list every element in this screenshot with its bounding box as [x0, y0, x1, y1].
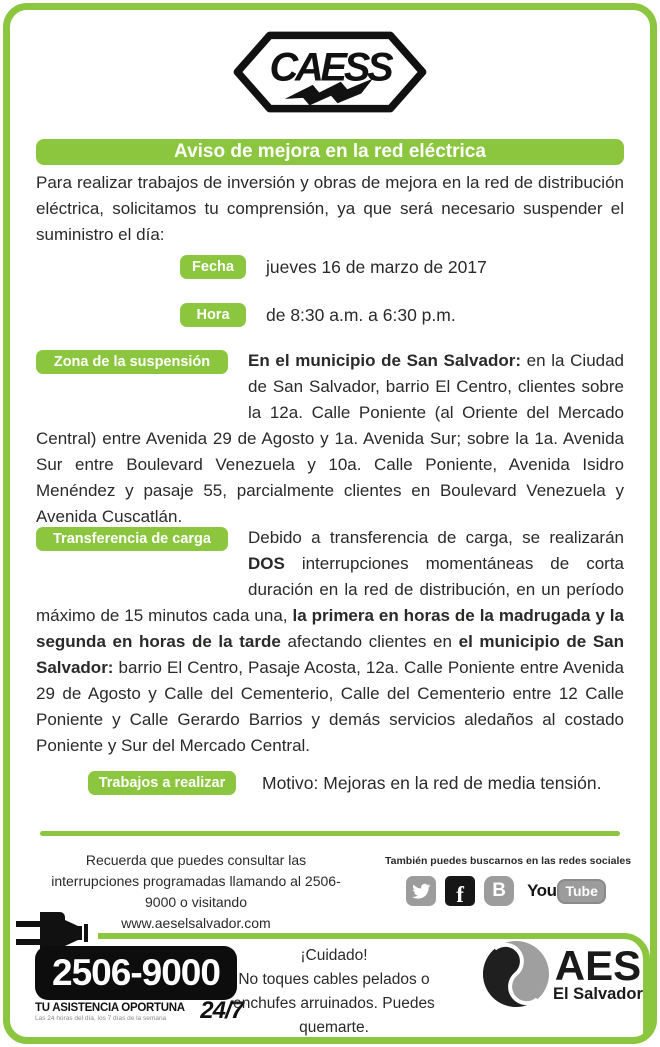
facebook-glyph: f [456, 882, 464, 906]
fecha-row [180, 255, 487, 279]
social-icons-row [385, 876, 627, 906]
trabajos-label: Trabajos a realizar [88, 771, 236, 795]
zona-text: en la Ciudad de San Salvador, barrio El Centro, clientes sobre la 12a. Calle Poniente (al Oriente del Mercado Central) entre Avenida 29 de Agosto y 1a. Avenida Sur; sobre la 1a. Avenida Sur entre Boulevard Venezuela y 10a. Calle Poniente, Avenida Isidro Menéndez y pasaje 55, parcialmente clientes en Boulevard Venezuela y Avenida Cuscatlán. [36, 351, 625, 526]
transferencia-bold-municipio: el municipio de San Salvador: [36, 632, 624, 677]
youtube-tube-text: Tube [557, 879, 605, 904]
transferencia-seg5: afectando clientes en [280, 632, 459, 651]
caess-badge-icon [233, 30, 427, 114]
fecha-label: Fecha [180, 255, 246, 279]
youtube-icon [527, 879, 606, 904]
caution-notice [225, 944, 443, 1040]
caess-logo-text: CAESS [269, 45, 391, 90]
phone-tagline: TU ASISTENCIA OPORTUNA [35, 1002, 185, 1014]
caution-text: No toques cables pelados o enchufes arruinados. Puedes quemarte. [233, 971, 435, 1036]
transferencia-seg7: barrio El Centro, Pasaje Acosta, 12a. Calle Poniente entre Avenida 29 de Agosto y Calle del Cementerio, Calle del Cementerio entre 12 Calle Poniente y Calle Gerardo Barrios y demás servicios aledaños al costado Poniente y Sur del Mercado Central. [36, 658, 624, 755]
notice-title-bar [36, 139, 624, 165]
hora-label: Hora [180, 303, 246, 327]
aes-region: El Salvador [553, 984, 643, 1003]
youtube-you-text: You [527, 881, 557, 900]
aes-logo [480, 938, 643, 1010]
aes-name: AES [554, 941, 642, 989]
website-url: www.aeselsalvador.com [121, 915, 271, 931]
transferencia-label-wrap [36, 525, 248, 581]
trabajos-row [88, 771, 601, 795]
trabajos-value: Motivo: Mejoras en la red de media tensión. [262, 772, 602, 793]
hora-value: de 8:30 a.m. a 6:30 p.m. [266, 304, 456, 325]
transferencia-seg3: interrupciones momentáneas de corta duración en la red de distribución, en un período máximo de 15 minutos cada una, [36, 554, 624, 625]
phone-badge [35, 946, 237, 1000]
green-separator-line [40, 831, 620, 836]
transferencia-seg1: Debido a transferencia de carga, se realizarán [248, 528, 624, 547]
transferencia-section [36, 525, 624, 759]
fecha-value: jueves 16 de marzo de 2017 [266, 256, 487, 277]
blogger-icon [484, 876, 514, 906]
blogger-glyph: B [492, 880, 506, 901]
phone-number: 2506-9000 [52, 952, 220, 993]
facebook-icon [445, 876, 475, 906]
phone-hours: Las 24 horas del día, los 7 días de la semana [35, 1015, 167, 1022]
phone-tagline-row [35, 997, 243, 1025]
twitter-icon [406, 876, 436, 906]
transferencia-bold-dos: DOS [248, 554, 285, 573]
social-title: También puedes buscarnos en las redes sociales [385, 855, 632, 867]
social-media-block [385, 855, 632, 906]
intro-paragraph: Para realizar trabajos de inversión y obras de mejora en la red de distribución eléctrica, solicitamos tu comprensión, ya que será necesario suspender el suministro el día: [36, 173, 624, 244]
transferencia-bold-schedule: la primera en horas de la madrugada y la segunda en horas de la tarde [36, 606, 624, 651]
24-7-badge: 24/7 [200, 997, 243, 1024]
aes-swirl-icon [480, 938, 552, 1010]
zona-section [36, 348, 624, 530]
twitter-bird-icon [410, 880, 432, 902]
zona-label: Zona de la suspensión [36, 350, 228, 374]
notice-title: Aviso de mejora en la red eléctrica [174, 141, 486, 162]
consult-text: Recuerda que puedes consultar las interrupciones programadas llamando al 2506-9000 o visitando [51, 852, 341, 910]
zona-label-wrap [36, 348, 248, 404]
transferencia-label: Transferencia de carga [36, 527, 228, 551]
caution-title: ¡Cuidado! [300, 947, 368, 964]
caess-logo [233, 30, 427, 119]
hora-row [180, 303, 456, 327]
zona-bold-intro: En el municipio de San Salvador: [248, 351, 521, 370]
